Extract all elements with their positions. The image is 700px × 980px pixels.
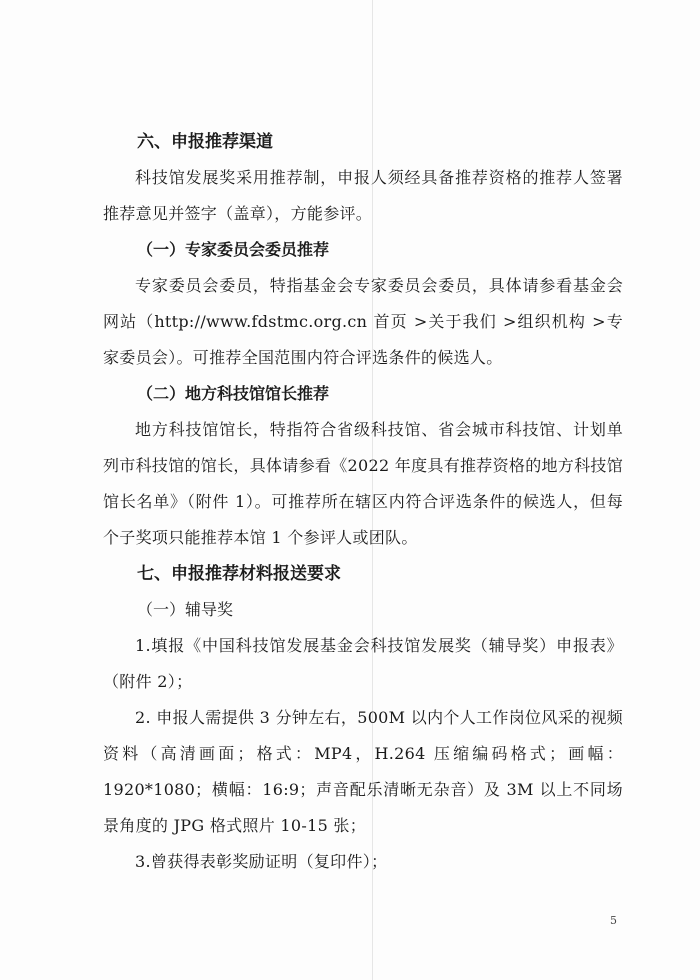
subsection-director-text: 地方科技馆馆长，特指符合省级科技馆、省会城市科技馆、计划单列市科技馆的馆长，具体请参看《2022 年度具有推荐资格的地方科技馆馆长名单》（附件 1）。可推荐所在辖区内符合评选条件的候选人，但每个子奖项只能推荐本馆 1 个参评人或团队。 bbox=[103, 420, 624, 547]
subsection-tutor-heading: （一）辅导奖 bbox=[137, 600, 234, 619]
document-body bbox=[103, 124, 623, 880]
section-6-heading: 六、申报推荐渠道 bbox=[137, 132, 273, 152]
section-6-intro: 科技馆发展奖采用推荐制，申报人须经具备推荐资格的推荐人签署推荐意见并签字（盖章），方能参评。 bbox=[103, 168, 623, 223]
subsection-expert-heading: （一）专家委员会委员推荐 bbox=[137, 240, 330, 259]
subsection-director-heading: （二）地方科技馆馆长推荐 bbox=[137, 384, 330, 403]
subsection-expert-text: 专家委员会委员，特指基金会专家委员会委员，具体请参看基金会网站（http://www.fdstmc.org.cn 首页 >关于我们 >组织机构 >专家委员会）。可推荐全国范围内符合评选条件的候选人。 bbox=[103, 276, 623, 367]
section-7-heading: 七、申报推荐材料报送要求 bbox=[137, 564, 341, 584]
page-number: 5 bbox=[610, 914, 617, 927]
tutor-item-3: 3.曾获得表彰奖励证明（复印件）； bbox=[135, 852, 388, 871]
tutor-item-1: 1.填报《中国科技馆发展基金会科技馆发展奖（辅导奖）申报表》（附件 2）； bbox=[103, 636, 623, 691]
tutor-item-2: 2. 申报人需提供 3 分钟左右，500M 以内个人工作岗位风采的视频资料（高清画面；格式：MP4，H.264 压缩编码格式；画幅：1920*1080；横幅：16:9；声音配乐清晰无杂音）及 3M 以上不同场景角度的 JPG 格式照片 10-15 张； bbox=[103, 708, 623, 835]
